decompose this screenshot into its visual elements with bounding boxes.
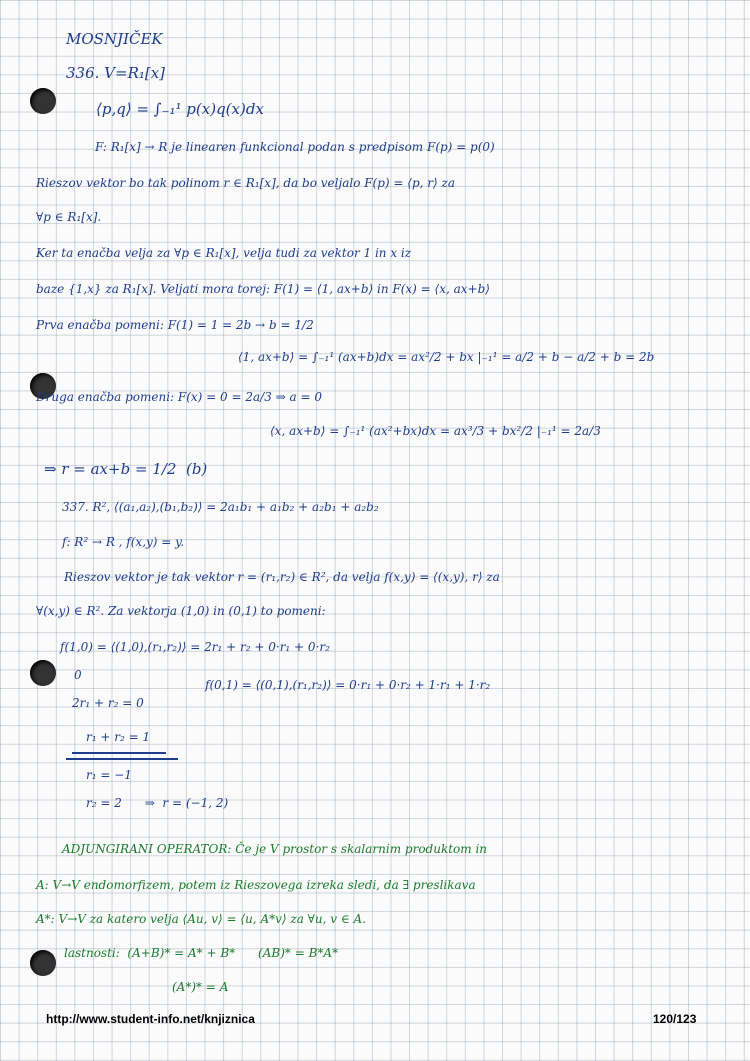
functional-definition: F: R₁[x] → R je linearen funkcional podan s predpisom F(p) = p(0) bbox=[95, 140, 495, 154]
first-integral: ⟨1, ax+b⟩ = ∫₋₁¹ (ax+b)dx = ax²/2 + bx |₋₁¹ = a/2 + b − a/2 + b = 2b bbox=[238, 350, 655, 364]
adjoint-properties: lastnosti: (A+B)* = A* + B* (AB)* = B*A* bbox=[64, 946, 339, 960]
second-integral: ⟨x, ax+b⟩ = ∫₋₁¹ (ax²+bx)dx = ax³/3 + bx²/2 |₋₁¹ = 2a/3 bbox=[270, 424, 601, 438]
system-eq-1: 2r₁ + r₂ = 0 bbox=[72, 696, 144, 710]
underline bbox=[72, 752, 166, 754]
adjoint-operator-definition-end: A*: V→V za katero velja ⟨Au, v⟩ = ⟨u, A*v⟩ za ∀u, v ∈ A. bbox=[36, 912, 367, 926]
page-heading: MOSNJIČEK bbox=[66, 30, 163, 48]
basis-argument: Ker ta enačba velja za ∀p ∈ R₁[x], velja tudi za vektor 1 in x iz bbox=[36, 246, 412, 260]
riesz-vector-337: Rieszov vektor je tak vektor r = (r₁,r₂) ∈ R², da velja f(x,y) = ⟨(x,y), r⟩ za bbox=[64, 570, 500, 584]
punch-hole bbox=[30, 950, 56, 976]
second-equation: Druga enačba pomeni: F(x) = 0 = 2a/3 ⇒ a = 0 bbox=[36, 390, 322, 404]
footer-url[interactable]: http://www.student-info.net/knjiznica bbox=[46, 1012, 255, 1026]
equation-f10: f(1,0) = ⟨(1,0),(r₁,r₂)⟩ = 2r₁ + r₂ + 0·r₁ + 0·r₂ bbox=[60, 640, 330, 654]
result-336: ⇒ r = ax+b = 1/2 (b) bbox=[44, 460, 208, 478]
punch-hole bbox=[30, 660, 56, 686]
inner-product-definition: ⟨p,q⟩ = ∫₋₁¹ p(x)q(x)dx bbox=[96, 100, 264, 118]
adjoint-involution: (A*)* = A bbox=[172, 980, 229, 994]
problem-number-336: 336. V=R₁[x] bbox=[66, 64, 166, 82]
f10-value: 0 bbox=[74, 668, 82, 682]
adjoint-operator-definition-cont: A: V→V endomorfizem, potem iz Rieszovega izreka sledi, da ∃ preslikava bbox=[36, 878, 476, 892]
punch-hole bbox=[30, 88, 56, 114]
basis-conditions: baze {1,x} za R₁[x]. Veljati mora torej: F(1) = ⟨1, ax+b⟩ in F(x) = ⟨x, ax+b⟩ bbox=[36, 282, 490, 296]
adjoint-operator-definition: ADJUNGIRANI OPERATOR: Če je V prostor s skalarnim produktom in bbox=[62, 842, 488, 856]
underline bbox=[66, 758, 178, 760]
riesz-vector-statement-cont: ∀p ∈ R₁[x]. bbox=[36, 210, 102, 224]
riesz-vector-statement: Rieszov vektor bo tak polinom r ∈ R₁[x], da bo veljalo F(p) = ⟨p, r⟩ za bbox=[36, 176, 455, 190]
problem-number-337: 337. R², ⟨(a₁,a₂),(b₁,b₂)⟩ = 2a₁b₁ + a₁b₂ + a₂b₁ + a₂b₂ bbox=[62, 500, 379, 514]
equation-f01: f(0,1) = ⟨(0,1),(r₁,r₂)⟩ = 0·r₁ + 0·r₂ + 1·r₁ + 1·r₂ bbox=[205, 678, 491, 692]
first-equation: Prva enačba pomeni: F(1) = 1 = 2b → b = 1/2 bbox=[36, 318, 314, 332]
solution-r1: r₁ = −1 bbox=[86, 768, 132, 782]
functional-f: f: R² → R , f(x,y) = y. bbox=[62, 535, 185, 549]
solution-r2-and-result: r₂ = 2 ⇒ r = (−1, 2) bbox=[86, 796, 229, 810]
riesz-vector-337-cont: ∀(x,y) ∈ R². Za vektorja (1,0) in (0,1) to pomeni: bbox=[36, 604, 326, 618]
system-eq-2: r₁ + r₂ = 1 bbox=[86, 730, 151, 744]
page-number: 120/123 bbox=[653, 1012, 697, 1026]
